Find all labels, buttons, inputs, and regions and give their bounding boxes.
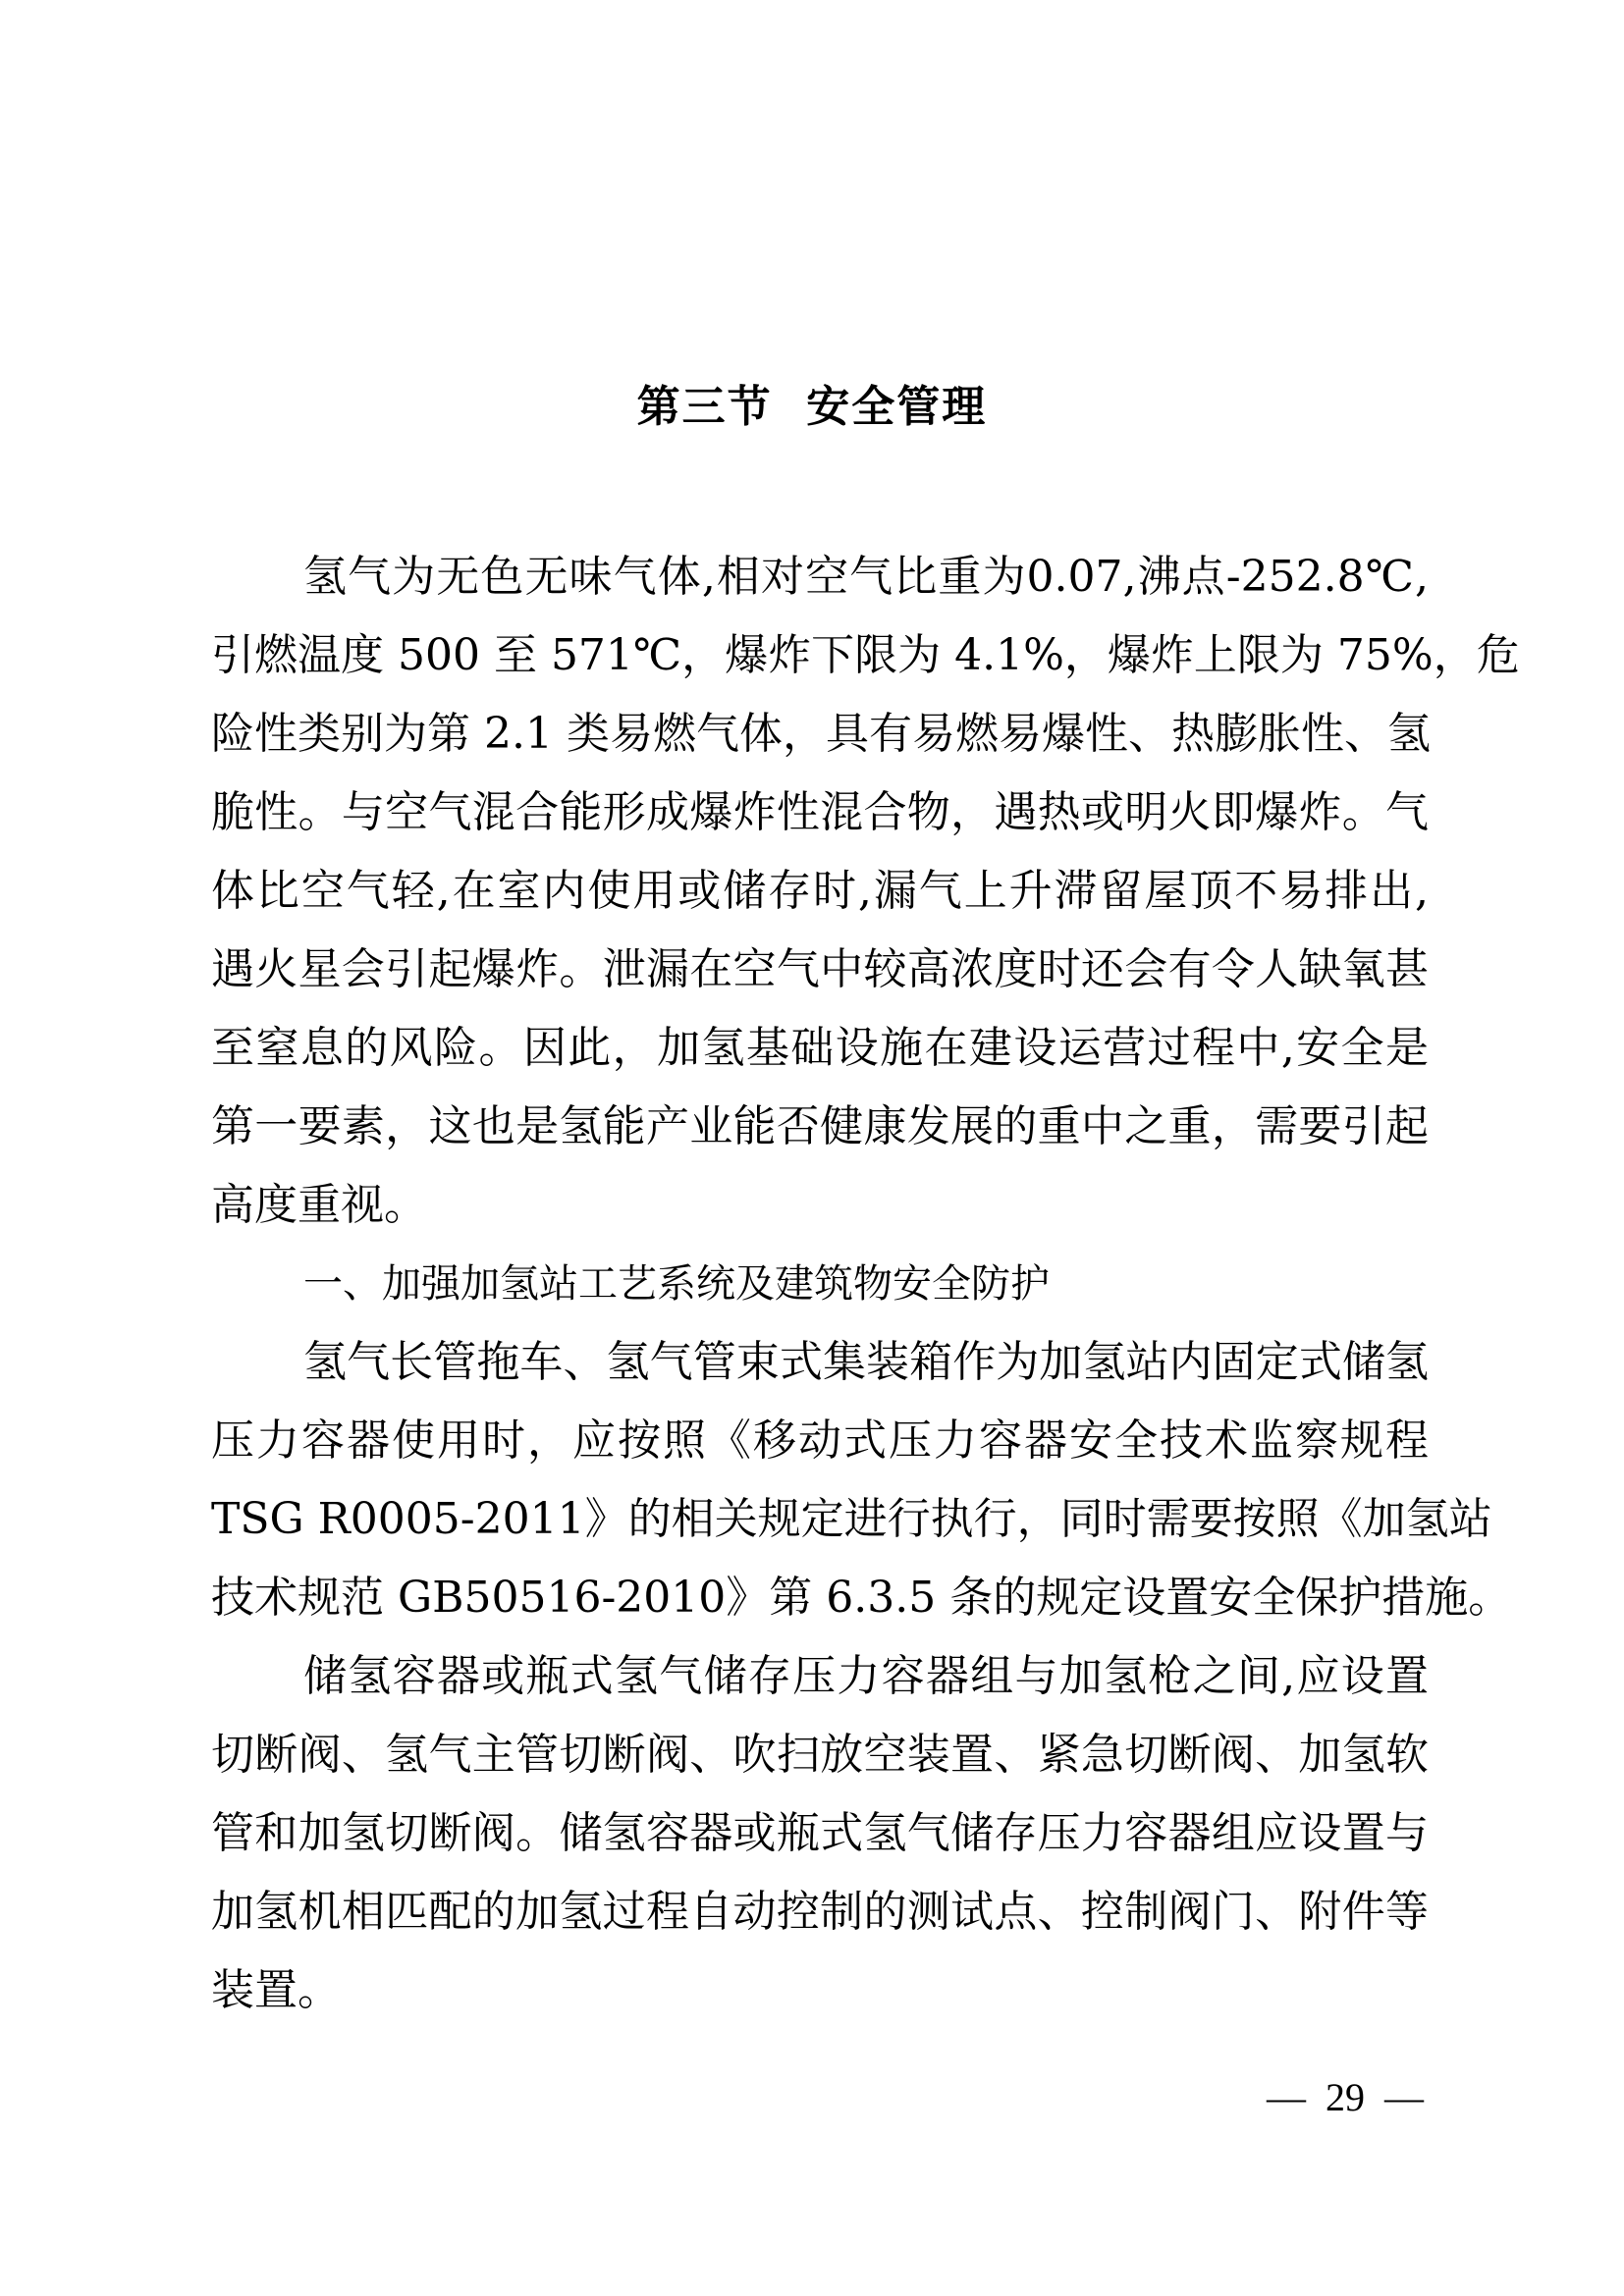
text-line: 险性类别为第 2.1 类易燃气体，具有易燃易爆性、热膨胀性、氢 xyxy=(211,709,1431,759)
paragraph-hydrogen-properties xyxy=(211,538,1520,1245)
text-line: 压力容器使用时，应按照《移动式压力容器安全技术监察规程 xyxy=(211,1415,1429,1466)
text-line: 储氢容器或瓶式氢气储存压力容器组与加氢枪之间,应设置 xyxy=(303,1651,1429,1701)
text-line: 遇火星会引起爆炸。泄漏在空气中较高浓度时还会有令人缺氧甚 xyxy=(211,944,1429,994)
text-line: 加氢机相匹配的加氢过程自动控制的测试点、控制阀门、附件等 xyxy=(211,1887,1429,1937)
text-line: 氢气为无色无味气体,相对空气比重为0.07,沸点-252.8℃, xyxy=(303,552,1429,602)
text-line: 引燃温度 500 至 571℃，爆炸下限为 4.1%，爆炸上限为 75%，危 xyxy=(211,630,1520,680)
paragraph-tube-trailer xyxy=(211,1323,1512,1637)
text-line: 技术规范 GB50516-2010》第 6.3.5 条的规定设置安全保护措施。 xyxy=(211,1573,1512,1623)
text-line: 氢气长管拖车、氢气管束式集装箱作为加氢站内固定式储氢 xyxy=(303,1337,1429,1387)
body-text xyxy=(211,538,1520,2030)
subheading-text: 一、加强加氢站工艺系统及建筑物安全防护 xyxy=(303,1261,1050,1307)
paragraph-storage-valves xyxy=(211,1637,1429,2030)
section-title: 第三节 安全管理 xyxy=(636,382,988,432)
text-line: 高度重视。 xyxy=(211,1180,427,1230)
text-line: 第一要素，这也是氢能产业能否健康发展的重中之重，需要引起 xyxy=(211,1101,1429,1151)
text-line: 体比空气轻,在室内使用或储存时,漏气上升滞留屋顶不易排出, xyxy=(211,866,1429,916)
text-line: 至窒息的风险。因此，加氢基础设施在建设运营过程中,安全是 xyxy=(211,1023,1429,1073)
text-line: 切断阀、氢气主管切断阀、吹扫放空装置、紧急切断阀、加氢软 xyxy=(211,1730,1429,1780)
text-line: 装置。 xyxy=(211,1965,341,2015)
page-number: — 29 — xyxy=(1267,2075,1424,2119)
text-line: 脆性。与空气混合能形成爆炸性混合物，遇热或明火即爆炸。气 xyxy=(211,787,1429,837)
text-line: 管和加氢切断阀。储氢容器或瓶式氢气储存压力容器组应设置与 xyxy=(211,1808,1429,1858)
text-line: TSG R0005-2011》的相关规定进行执行，同时需要按照《加氢站 xyxy=(211,1494,1492,1544)
subheading-safety-protection xyxy=(211,1245,1429,1323)
